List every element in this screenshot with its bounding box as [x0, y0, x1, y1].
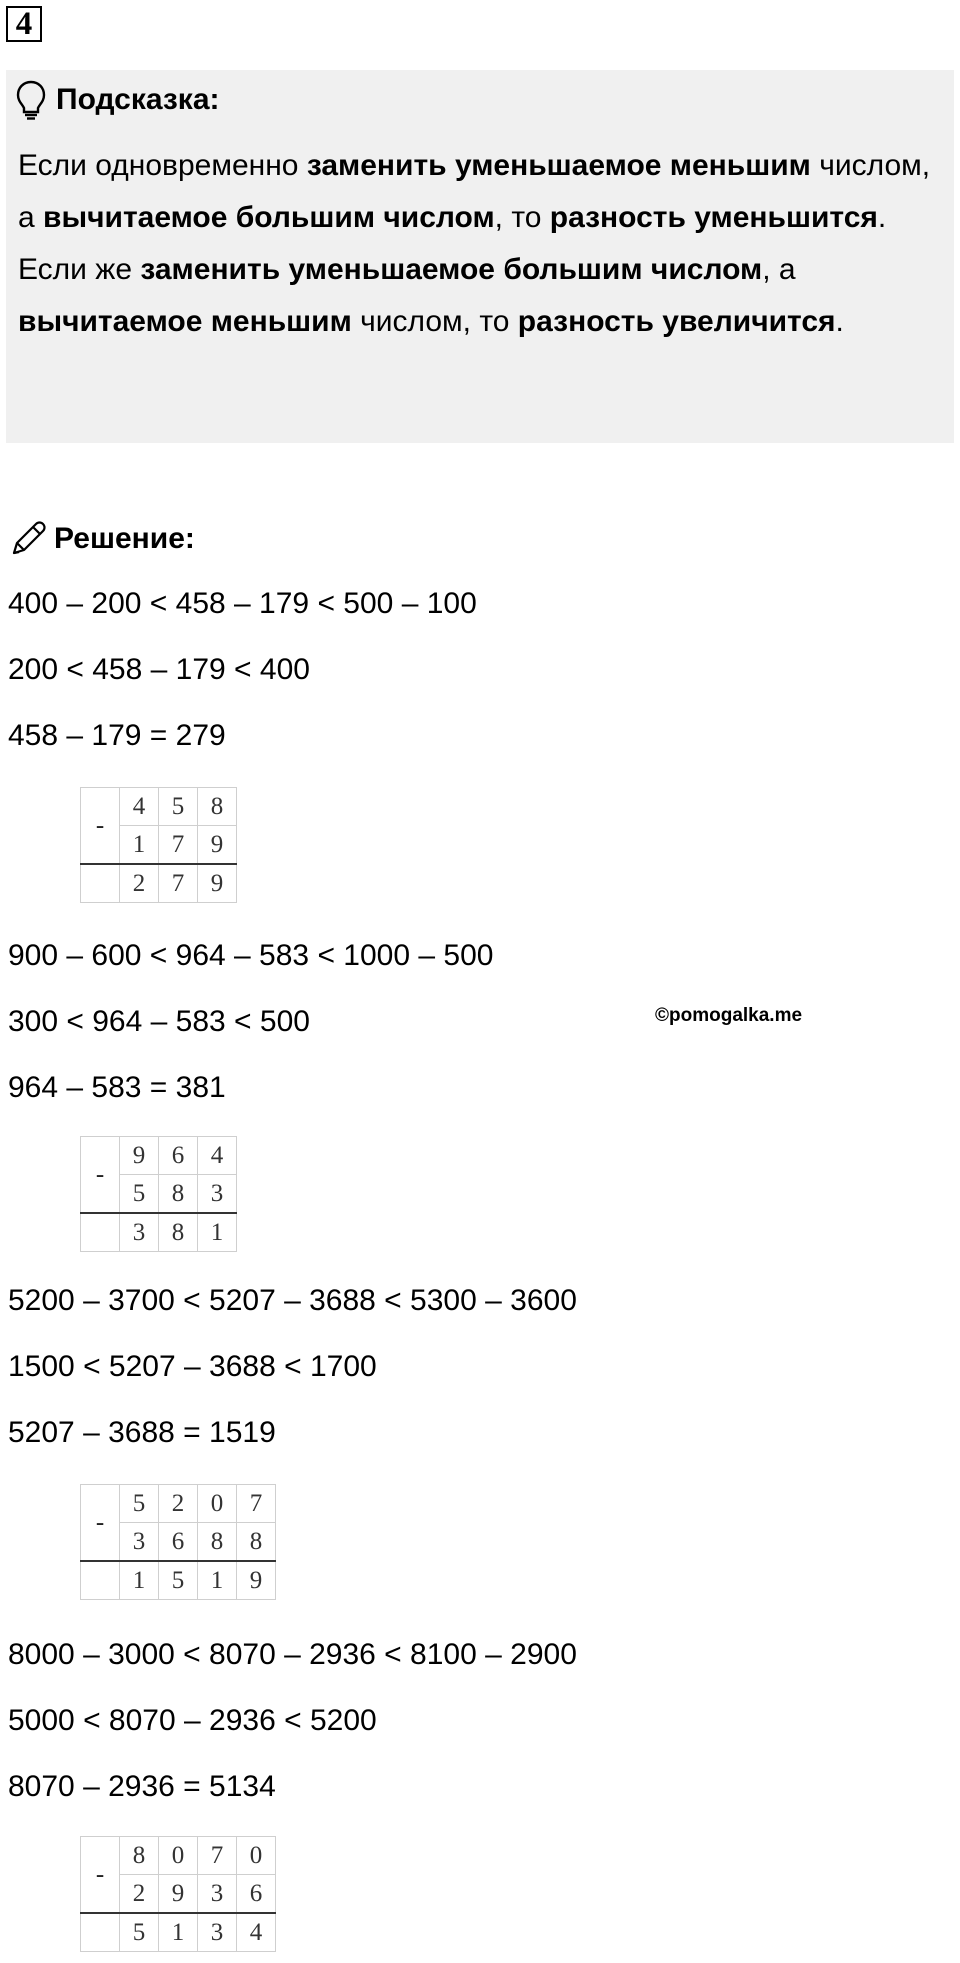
- expression-line: 300 < 964 – 583 < 500: [8, 1005, 310, 1038]
- hint-text-run: числом, то: [351, 305, 518, 338]
- hint-bold-text: разность увеличится: [517, 305, 836, 338]
- column-subtraction-table: [80, 1136, 237, 1252]
- digit-cell: 7: [159, 864, 198, 903]
- digit-cell: 8: [237, 1523, 276, 1562]
- digit-cell: 5: [120, 1913, 159, 1952]
- digit-cell: 0: [159, 1837, 198, 1875]
- digit-cell: 5: [120, 1485, 159, 1523]
- result-row: [81, 1561, 276, 1600]
- minus-sign: -: [81, 788, 120, 865]
- result-row: [81, 864, 237, 903]
- digit-cell: 7: [198, 1837, 237, 1875]
- digit-cell: 7: [159, 826, 198, 865]
- digit-cell: 5: [159, 1561, 198, 1600]
- minuend-row: [81, 788, 237, 826]
- minus-sign: -: [81, 1485, 120, 1562]
- digit-cell: 3: [198, 1175, 237, 1214]
- hint-text-run: .: [877, 201, 887, 234]
- result-row: [81, 1913, 276, 1952]
- digit-cell: 2: [120, 864, 159, 903]
- digit-cell: 6: [159, 1137, 198, 1175]
- minus-sign: -: [81, 1137, 120, 1214]
- digit-cell: 1: [198, 1213, 237, 1252]
- minuend-row: [81, 1137, 237, 1175]
- expression-line: 8070 – 2936 = 5134: [8, 1770, 276, 1803]
- digit-cell: 5: [120, 1175, 159, 1214]
- digit-cell: 1: [159, 1913, 198, 1952]
- hint-bold-text: разность уменьшится: [549, 201, 878, 234]
- expression-line: 8000 – 3000 < 8070 – 2936 < 8100 – 2900: [8, 1638, 577, 1671]
- digit-cell: 9: [198, 864, 237, 903]
- digit-cell: 3: [120, 1213, 159, 1252]
- watermark: ©pomogalka.me: [655, 1005, 803, 1026]
- minuend-row: [81, 1485, 276, 1523]
- hint-text-run: , то: [494, 201, 550, 234]
- solution-title: Решение:: [54, 522, 195, 555]
- expression-line: 5207 – 3688 = 1519: [8, 1416, 276, 1449]
- hint-text: [18, 140, 938, 348]
- digit-cell: 4: [120, 788, 159, 826]
- digit-cell: 0: [237, 1837, 276, 1875]
- digit-cell: 4: [198, 1137, 237, 1175]
- expression-line: 1500 < 5207 – 3688 < 1700: [8, 1350, 377, 1383]
- digit-cell: 8: [159, 1213, 198, 1252]
- hint-title: Подсказка:: [56, 83, 220, 116]
- digit-cell: 2: [120, 1875, 159, 1914]
- minus-sign: -: [81, 1837, 120, 1914]
- digit-cell: 1: [120, 826, 159, 865]
- empty-cell: [81, 864, 120, 903]
- hint-text-run: Если одновременно: [18, 149, 307, 182]
- digit-cell: 8: [159, 1175, 198, 1214]
- hint-text-run: .: [835, 305, 844, 338]
- digit-cell: 8: [120, 1837, 159, 1875]
- expression-line: 458 – 179 = 279: [8, 719, 226, 752]
- empty-cell: [81, 1561, 120, 1600]
- hint-bold-text: вычитаемое меньшим: [18, 305, 352, 338]
- digit-cell: 0: [198, 1485, 237, 1523]
- digit-cell: 7: [237, 1485, 276, 1523]
- digit-cell: 6: [237, 1875, 276, 1914]
- digit-cell: 2: [159, 1485, 198, 1523]
- hint-box: [6, 70, 954, 443]
- empty-cell: [81, 1913, 120, 1952]
- digit-cell: 9: [120, 1137, 159, 1175]
- digit-cell: 5: [159, 788, 198, 826]
- digit-cell: 3: [198, 1875, 237, 1914]
- hint-bold-text: заменить уменьшаемое меньшим: [306, 149, 811, 182]
- hint-text-run: Если же: [18, 253, 141, 286]
- hint-text-run: , а: [762, 253, 796, 286]
- hint-header: [16, 78, 220, 122]
- pencil-icon: [8, 519, 48, 559]
- hint-bold-text: заменить уменьшаемое большим числом: [140, 253, 763, 286]
- digit-cell: 8: [198, 1523, 237, 1562]
- hint-paragraph-1: [18, 140, 938, 244]
- task-number: 4: [6, 6, 42, 42]
- digit-cell: 9: [159, 1875, 198, 1914]
- expression-line: 900 – 600 < 964 – 583 < 1000 – 500: [8, 939, 494, 972]
- digit-cell: 4: [237, 1913, 276, 1952]
- digit-cell: 9: [237, 1561, 276, 1600]
- digit-cell: 3: [120, 1523, 159, 1562]
- digit-cell: 3: [198, 1913, 237, 1952]
- result-row: [81, 1213, 237, 1252]
- minuend-row: [81, 1837, 276, 1875]
- solution-header: [8, 514, 195, 564]
- hint-paragraph-2: [18, 244, 938, 348]
- digit-cell: 8: [198, 788, 237, 826]
- expression-line: 5000 < 8070 – 2936 < 5200: [8, 1704, 377, 1737]
- hint-text-run: числом, а: [18, 149, 931, 234]
- digit-cell: 6: [159, 1523, 198, 1562]
- digit-cell: 9: [198, 826, 237, 865]
- empty-cell: [81, 1213, 120, 1252]
- column-subtraction-table: [80, 1484, 276, 1600]
- lightbulb-icon: [16, 80, 46, 120]
- column-subtraction-table: [80, 1836, 276, 1952]
- digit-cell: 1: [198, 1561, 237, 1600]
- expression-line: 5200 – 3700 < 5207 – 3688 < 5300 – 3600: [8, 1284, 577, 1317]
- hint-bold-text: вычитаемое большим числом: [43, 201, 495, 234]
- column-subtraction-table: [80, 787, 237, 903]
- expression-line: 400 – 200 < 458 – 179 < 500 – 100: [8, 587, 477, 620]
- expression-line: 200 < 458 – 179 < 400: [8, 653, 310, 686]
- digit-cell: 1: [120, 1561, 159, 1600]
- expression-line: 964 – 583 = 381: [8, 1071, 226, 1104]
